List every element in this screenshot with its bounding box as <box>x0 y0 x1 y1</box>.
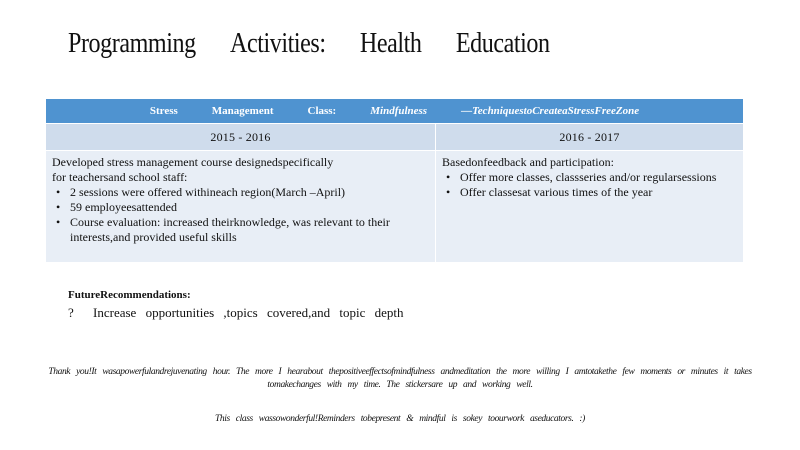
feedback-quote-1: Thank you!It wasapowerfulandrejuvenating hour. The more I hearabout thepositiveeffectsofmindfulness andmeditation the more willing I amtotakethe few moments or minutes it takes tomakechanges with my time. The stickersare up and working well. <box>48 367 752 390</box>
activities-table <box>46 99 743 262</box>
future-recommendation-item <box>68 305 404 321</box>
year-2015-cell <box>46 151 435 262</box>
list-item: • 2 sessions were offered withineach region(March –April) <box>70 185 429 200</box>
year-2016-cell <box>436 151 743 262</box>
future-recommendations-title: FutureRecommendations: <box>68 289 191 301</box>
cell-intro: for teachersand school staff: <box>52 170 188 184</box>
header-text: Mindfulness <box>370 105 428 117</box>
title-word: Education <box>455 28 550 59</box>
feedback-quote-2: This class wassowonderful!Reminders tobepresent & mindful is sokey toourwork aseducators. :) <box>215 414 585 424</box>
bullet-list <box>442 170 737 200</box>
table-body-row <box>46 151 743 262</box>
year-2015-header: 2015 - 2016 <box>46 124 435 150</box>
header-text: Management <box>211 105 274 117</box>
table-header <box>46 99 743 123</box>
title-word: Programming <box>68 28 196 59</box>
title-word: Health <box>359 28 422 59</box>
header-text: Stress <box>149 105 178 117</box>
cell-intro: Developed stress management course designedspecifically <box>52 155 334 169</box>
list-item: • Offer classesat various times of the year <box>460 185 737 200</box>
recommendation-text: Increase opportunities ,topics covered,and topic depth <box>93 305 404 320</box>
page-title <box>68 28 550 60</box>
cell-intro: Basedonfeedback and participation: <box>442 155 614 169</box>
bullet-glyph: ? <box>68 305 74 320</box>
year-2016-header: 2016 - 2017 <box>436 124 743 150</box>
list-item: • Course evaluation: increased theirknowledge, was relevant to their interests,and provided useful skills <box>70 215 429 245</box>
header-text: —TechniquestoCreateaStressFreeZone <box>461 105 640 117</box>
list-item: • Offer more classes, classseries and/or regularsessions <box>460 170 737 185</box>
header-text: Class: <box>307 105 337 117</box>
title-word: Activities: <box>230 28 326 59</box>
year-row <box>46 124 743 150</box>
list-item: • 59 employeesattended <box>70 200 429 215</box>
bullet-list <box>52 185 429 245</box>
